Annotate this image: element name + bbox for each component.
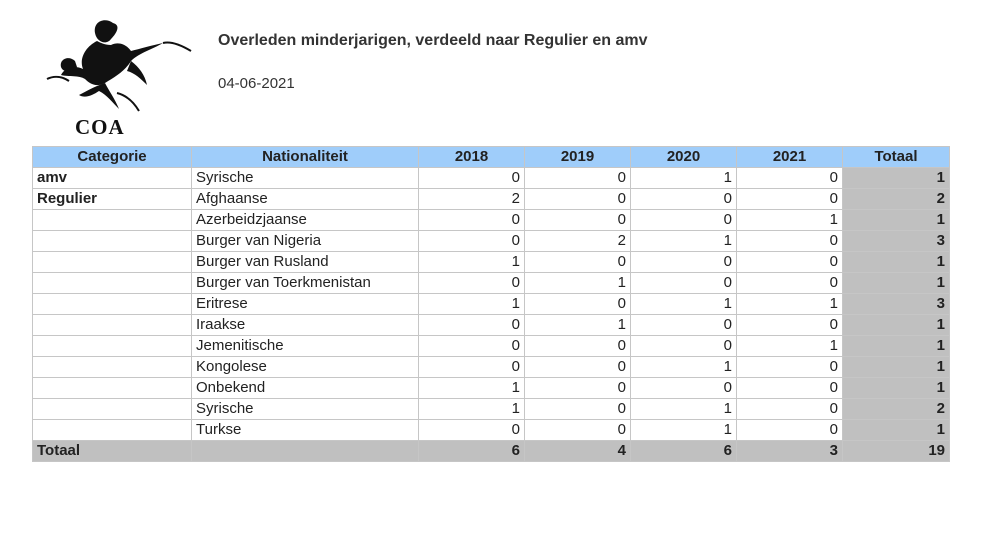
table-row bbox=[33, 168, 950, 189]
total-2018: 6 bbox=[419, 441, 525, 462]
cell-2020: 0 bbox=[631, 210, 737, 231]
cell-2020: 1 bbox=[631, 231, 737, 252]
cell-categorie bbox=[33, 231, 192, 252]
cell-2020: 0 bbox=[631, 378, 737, 399]
cell-2019: 0 bbox=[525, 252, 631, 273]
cell-2018: 0 bbox=[419, 231, 525, 252]
cell-2019: 1 bbox=[525, 273, 631, 294]
cell-totaal: 1 bbox=[843, 420, 950, 441]
cell-nationaliteit: Burger van Toerkmenistan bbox=[192, 273, 419, 294]
cell-2018: 2 bbox=[419, 189, 525, 210]
cell-categorie bbox=[33, 273, 192, 294]
cell-2018: 1 bbox=[419, 294, 525, 315]
cell-2018: 1 bbox=[419, 399, 525, 420]
cell-nationaliteit: Syrische bbox=[192, 168, 419, 189]
cell-2020: 0 bbox=[631, 336, 737, 357]
cell-totaal: 1 bbox=[843, 336, 950, 357]
cell-2021: 0 bbox=[737, 252, 843, 273]
table-row bbox=[33, 420, 950, 441]
total-empty-cell bbox=[192, 441, 419, 462]
table-row bbox=[33, 252, 950, 273]
cell-2020: 1 bbox=[631, 399, 737, 420]
total-totaal: 19 bbox=[843, 441, 950, 462]
cell-categorie bbox=[33, 420, 192, 441]
column-header-totaal: Totaal bbox=[843, 147, 950, 168]
table-row bbox=[33, 315, 950, 336]
table-row bbox=[33, 231, 950, 252]
table-row bbox=[33, 336, 950, 357]
table-row bbox=[33, 273, 950, 294]
cell-2018: 1 bbox=[419, 378, 525, 399]
cell-2021: 1 bbox=[737, 294, 843, 315]
cell-totaal: 1 bbox=[843, 357, 950, 378]
cell-totaal: 1 bbox=[843, 168, 950, 189]
deaths-table bbox=[32, 146, 950, 462]
table-row bbox=[33, 189, 950, 210]
table-row bbox=[33, 294, 950, 315]
cell-2020: 0 bbox=[631, 315, 737, 336]
column-header-categorie: Categorie bbox=[33, 147, 192, 168]
cell-2019: 0 bbox=[525, 210, 631, 231]
cell-nationaliteit: Iraakse bbox=[192, 315, 419, 336]
cell-totaal: 3 bbox=[843, 294, 950, 315]
cell-2020: 0 bbox=[631, 273, 737, 294]
cell-2019: 1 bbox=[525, 315, 631, 336]
coa-logo bbox=[35, 15, 195, 139]
cell-2018: 0 bbox=[419, 420, 525, 441]
cell-2021: 0 bbox=[737, 357, 843, 378]
cell-nationaliteit: Jemenitische bbox=[192, 336, 419, 357]
column-header-2020: 2020 bbox=[631, 147, 737, 168]
cell-nationaliteit: Burger van Rusland bbox=[192, 252, 419, 273]
cell-nationaliteit: Afghaanse bbox=[192, 189, 419, 210]
cell-2020: 1 bbox=[631, 420, 737, 441]
cell-2020: 1 bbox=[631, 357, 737, 378]
cell-nationaliteit: Syrische bbox=[192, 399, 419, 420]
cell-2019: 0 bbox=[525, 168, 631, 189]
cell-categorie bbox=[33, 252, 192, 273]
cell-totaal: 1 bbox=[843, 210, 950, 231]
cell-2020: 1 bbox=[631, 168, 737, 189]
cell-nationaliteit: Burger van Nigeria bbox=[192, 231, 419, 252]
cell-nationaliteit: Azerbeidzjaanse bbox=[192, 210, 419, 231]
cell-2018: 0 bbox=[419, 273, 525, 294]
cell-totaal: 1 bbox=[843, 378, 950, 399]
cell-nationaliteit: Onbekend bbox=[192, 378, 419, 399]
table-row bbox=[33, 378, 950, 399]
cell-2021: 1 bbox=[737, 336, 843, 357]
cell-2021: 0 bbox=[737, 168, 843, 189]
total-2020: 6 bbox=[631, 441, 737, 462]
cell-totaal: 1 bbox=[843, 315, 950, 336]
column-header-2019: 2019 bbox=[525, 147, 631, 168]
cell-2019: 0 bbox=[525, 294, 631, 315]
cell-nationaliteit: Eritrese bbox=[192, 294, 419, 315]
table-row bbox=[33, 399, 950, 420]
column-header-2021: 2021 bbox=[737, 147, 843, 168]
cell-2019: 0 bbox=[525, 189, 631, 210]
column-header-nationaliteit: Nationaliteit bbox=[192, 147, 419, 168]
cell-categorie bbox=[33, 294, 192, 315]
cell-2020: 1 bbox=[631, 294, 737, 315]
cell-2020: 0 bbox=[631, 189, 737, 210]
cell-nationaliteit: Turkse bbox=[192, 420, 419, 441]
cell-categorie: amv bbox=[33, 168, 192, 189]
cell-2018: 0 bbox=[419, 168, 525, 189]
coa-logo-figures-icon bbox=[35, 15, 195, 115]
cell-2020: 0 bbox=[631, 252, 737, 273]
table-row bbox=[33, 210, 950, 231]
cell-2021: 1 bbox=[737, 210, 843, 231]
cell-2018: 1 bbox=[419, 252, 525, 273]
cell-2019: 0 bbox=[525, 378, 631, 399]
cell-2019: 0 bbox=[525, 420, 631, 441]
cell-2021: 0 bbox=[737, 231, 843, 252]
cell-2021: 0 bbox=[737, 399, 843, 420]
cell-totaal: 2 bbox=[843, 399, 950, 420]
document-date: 04-06-2021 bbox=[218, 75, 295, 92]
cell-2019: 0 bbox=[525, 336, 631, 357]
cell-categorie bbox=[33, 378, 192, 399]
total-2021: 3 bbox=[737, 441, 843, 462]
cell-2019: 2 bbox=[525, 231, 631, 252]
total-2019: 4 bbox=[525, 441, 631, 462]
coa-logo-text: COA bbox=[75, 115, 125, 139]
cell-2021: 0 bbox=[737, 273, 843, 294]
cell-totaal: 2 bbox=[843, 189, 950, 210]
cell-2021: 0 bbox=[737, 189, 843, 210]
table-header-row bbox=[33, 147, 950, 168]
cell-2021: 0 bbox=[737, 315, 843, 336]
cell-2019: 0 bbox=[525, 357, 631, 378]
cell-2018: 0 bbox=[419, 315, 525, 336]
document-title: Overleden minderjarigen, verdeeld naar Regulier en amv bbox=[218, 32, 648, 49]
cell-2018: 0 bbox=[419, 210, 525, 231]
column-header-2018: 2018 bbox=[419, 147, 525, 168]
cell-nationaliteit: Kongolese bbox=[192, 357, 419, 378]
table-total-row bbox=[33, 441, 950, 462]
total-label: Totaal bbox=[33, 441, 192, 462]
cell-categorie bbox=[33, 210, 192, 231]
cell-totaal: 1 bbox=[843, 252, 950, 273]
cell-2021: 0 bbox=[737, 420, 843, 441]
cell-categorie bbox=[33, 357, 192, 378]
cell-2021: 0 bbox=[737, 378, 843, 399]
cell-totaal: 1 bbox=[843, 273, 950, 294]
table-row bbox=[33, 357, 950, 378]
cell-categorie: Regulier bbox=[33, 189, 192, 210]
cell-totaal: 3 bbox=[843, 231, 950, 252]
cell-2019: 0 bbox=[525, 399, 631, 420]
cell-categorie bbox=[33, 315, 192, 336]
cell-2018: 0 bbox=[419, 336, 525, 357]
cell-categorie bbox=[33, 399, 192, 420]
cell-categorie bbox=[33, 336, 192, 357]
cell-2018: 0 bbox=[419, 357, 525, 378]
